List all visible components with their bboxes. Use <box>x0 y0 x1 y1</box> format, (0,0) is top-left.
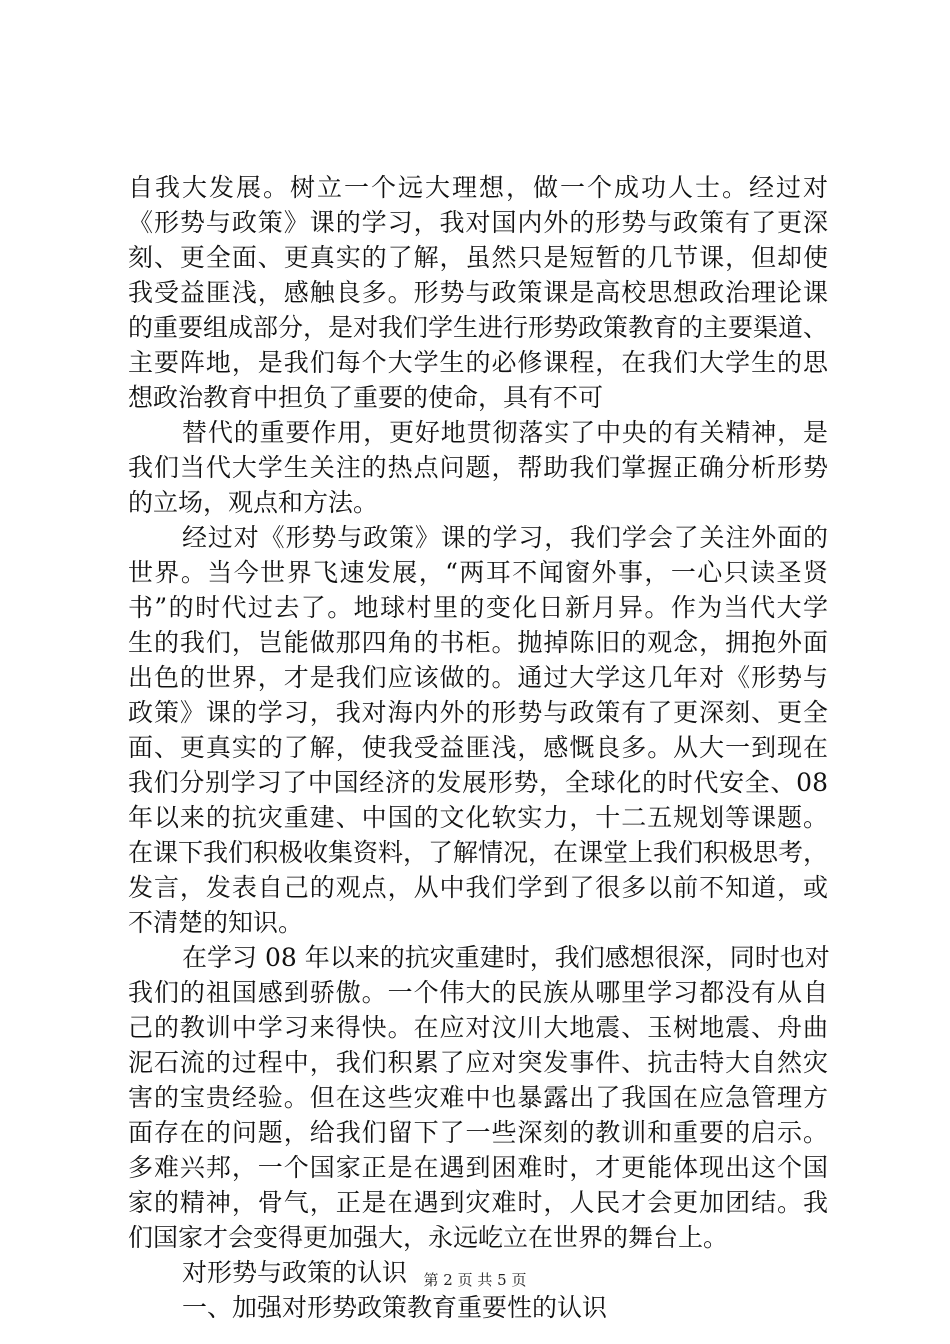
text-line: 面、更真实的了解，使我受益匪浅，感慨良多。从大一到现在 <box>128 733 828 762</box>
document-body <box>128 170 828 1325</box>
text-line: 主要阵地，是我们每个大学生的必修课程，在我们大学生的思 <box>128 348 828 377</box>
text-line: 世界。当今世界飞速发展，“两耳不闻窗外事，一心只读圣贤 <box>128 558 828 587</box>
text-line: 对形势与政策的认识 <box>182 1258 408 1287</box>
text-line: 生的我们，岂能做那四角的书柜。抛掉陈旧的观念，拥抱外面 <box>128 628 828 657</box>
text-line: 发言，发表自己的观点，从中我们学到了很多以前不知道，或 <box>128 873 828 902</box>
text-line: 不清楚的知识。 <box>128 908 304 937</box>
text-line: 出色的世界，才是我们应该做的。通过大学这几年对《形势与 <box>128 663 828 692</box>
text-line: 害的宝贵经验。但在这些灾难中也暴露出了我国在应急管理方 <box>128 1083 828 1112</box>
text-line: 我们分别学习了中国经济的发展形势，全球化的时代安全、08 <box>128 768 828 797</box>
text-line: 想政治教育中担负了重要的使命，具有不可 <box>128 383 604 412</box>
text-line: 的立场，观点和方法。 <box>128 488 379 517</box>
text-line: 多难兴邦，一个国家正是在遇到困难时，才更能体现出这个国 <box>128 1153 828 1182</box>
text-line: 我们的祖国感到骄傲。一个伟大的民族从哪里学习都没有从自 <box>128 978 828 1007</box>
text-line: 年以来的抗灾重建、中国的文化软实力，十二五规划等课题。 <box>128 803 828 832</box>
page-footer: 第 2 页 共 5 页 <box>423 1271 527 1289</box>
text-line: 在课下我们积极收集资料，了解情况，在课堂上我们积极思考， <box>128 838 829 867</box>
text-line: 经过对《形势与政策》课的学习，我们学会了关注外面的 <box>182 523 828 552</box>
text-line: 一、加强对形势政策教育重要性的认识 <box>182 1293 608 1322</box>
text-line: 己的教训中学习来得快。在应对汶川大地震、玉树地震、舟曲 <box>128 1013 828 1042</box>
text-line: 家的精神，骨气，正是在遇到灾难时，人民才会更加团结。我 <box>128 1188 828 1217</box>
text-line: 在学习 08 年以来的抗灾重建时，我们感想很深，同时也对 <box>182 943 830 972</box>
text-line: 泥石流的过程中，我们积累了应对突发事件、抗击特大自然灾 <box>128 1048 828 1077</box>
text-line: 我们当代大学生关注的热点问题，帮助我们掌握正确分析形势 <box>128 453 828 482</box>
text-line: 自我大发展。树立一个远大理想，做一个成功人士。经过对 <box>128 173 828 202</box>
text-line: 书”的时代过去了。地球村里的变化日新月异。作为当代大学 <box>128 593 828 622</box>
text-line: 替代的重要作用，更好地贯彻落实了中央的有关精神，是 <box>182 418 828 447</box>
text-line: 面存在的问题，给我们留下了一些深刻的教训和重要的启示。 <box>128 1118 828 1147</box>
text-line: 我受益匪浅，感触良多。形势与政策课是高校思想政治理论课 <box>128 278 828 307</box>
text-line: 们国家才会变得更加强大，永远屹立在世界的舞台上。 <box>128 1223 729 1252</box>
text-line: 政策》课的学习，我对海内外的形势与政策有了更深刻、更全 <box>128 698 828 727</box>
text-line: 的重要组成部分，是对我们学生进行形势政策教育的主要渠道、 <box>128 313 829 342</box>
text-line: 刻、更全面、更真实的了解，虽然只是短暂的几节课，但却使 <box>128 243 828 272</box>
text-line: 《形势与政策》课的学习，我对国内外的形势与政策有了更深 <box>128 208 828 237</box>
